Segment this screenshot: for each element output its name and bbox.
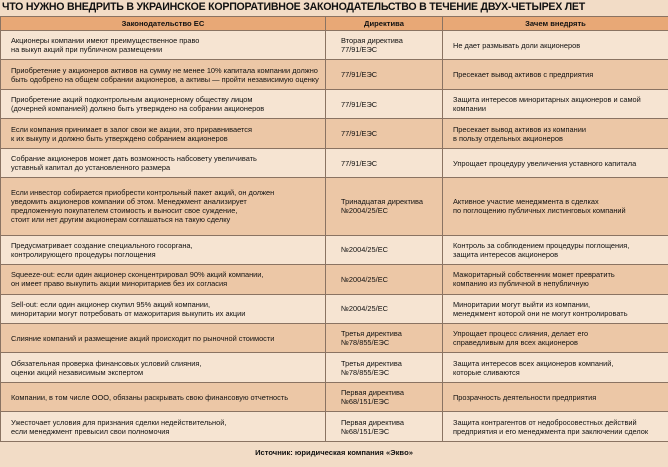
- cell-law-line: Приобретение у акционеров активов на сумму не менее 10% капитала компании должно: [11, 65, 318, 75]
- table-row: [1, 60, 668, 89]
- table-row: [1, 148, 668, 177]
- cell-law: [1, 382, 326, 411]
- cell-directive-line: Третья директива: [341, 358, 402, 368]
- cell-directive-line: 77/91/ЕЭС: [341, 45, 378, 55]
- table-row: [1, 294, 668, 323]
- cell-law-line: предложенную покупателем стоимость и выносит свое суждение,: [11, 206, 238, 216]
- cell-law-line: Собрание акционеров может дать возможность набсовету увеличивать: [11, 154, 257, 164]
- cell-reason: [443, 324, 668, 353]
- cell-reason-line: Защита интересов миноритарных акционеров и самой: [453, 95, 641, 105]
- cell-law: [1, 294, 326, 323]
- cell-directive-line: Первая директива: [341, 417, 404, 427]
- cell-directive: [326, 60, 443, 89]
- cell-law-line: Компании, в том числе ООО, обязаны раскрывать свою финансовую отчетность: [11, 392, 289, 402]
- cell-law: [1, 31, 326, 60]
- cell-law-line: на выкуп акций при публичном размещении: [11, 45, 163, 55]
- cell-reason-line: Упрощает процедуру увеличения уставного капитала: [453, 158, 637, 168]
- cell-law-line: миноритарии могут потребовать от мажоритария выкупить их акции: [11, 308, 246, 318]
- table-row: [1, 382, 668, 411]
- legislation-table: [0, 16, 668, 442]
- cell-reason: [443, 119, 668, 148]
- cell-directive-line: Третья директива: [341, 329, 402, 339]
- cell-directive-line: 77/91/ЕЭС: [341, 70, 378, 80]
- cell-directive: [326, 31, 443, 60]
- cell-law: [1, 412, 326, 442]
- cell-law: [1, 353, 326, 382]
- cell-law-line: контролирующего процедуры поглощения: [11, 249, 156, 259]
- cell-reason-line: защита интересов акционеров: [453, 249, 559, 259]
- cell-law: [1, 148, 326, 177]
- cell-law: [1, 119, 326, 148]
- cell-directive: [326, 235, 443, 264]
- table-row: [1, 324, 668, 353]
- cell-reason-line: Прозрачность деятельности предприятия: [453, 392, 597, 402]
- cell-directive-line: №78/855/ЕЭС: [341, 338, 390, 348]
- header-law: Законодательство ЕС: [1, 17, 326, 31]
- cell-directive-line: №78/855/ЕЭС: [341, 367, 390, 377]
- cell-reason-line: предприятия и его менеджмента при заключении сделок: [453, 426, 649, 436]
- table-row: [1, 353, 668, 382]
- table-header-row: [1, 17, 668, 31]
- cell-directive-line: №2004/25/ЕС: [341, 245, 388, 255]
- source-note: Источник: юридическая компания «Эквo»: [255, 448, 413, 457]
- cell-reason: [443, 265, 668, 294]
- cell-directive: [326, 178, 443, 235]
- cell-directive: [326, 353, 443, 382]
- cell-law-line: стоит или нет другим акционерам соглашаться на такую сделку: [11, 215, 231, 225]
- table-row: [1, 89, 668, 118]
- cell-directive-line: Тринадцатая директива: [341, 197, 423, 207]
- table-row: [1, 31, 668, 60]
- cell-directive-line: 77/91/ЕЭС: [341, 158, 378, 168]
- cell-law-line: быть одобрено на общем собрании акционеров, а активы — пройти независимую оценку: [11, 74, 319, 84]
- cell-law: [1, 89, 326, 118]
- cell-reason-line: Миноритарии могут выйти из компании,: [453, 299, 591, 309]
- cell-reason-line: Мажоритарный собственник может превратить: [453, 270, 615, 280]
- cell-law-line: Ужесточает условия для признания сделки недействительной,: [11, 417, 227, 427]
- table-row: [1, 178, 668, 235]
- cell-directive: [326, 148, 443, 177]
- cell-reason-line: справедливым для всех акционеров: [453, 338, 578, 348]
- cell-directive: [326, 294, 443, 323]
- table-body: [1, 31, 668, 442]
- cell-law-line: Squeeze-out: если один акционер сконцентрировал 90% акций компании,: [11, 270, 264, 280]
- cell-reason-line: Активное участие менеджмента в сделках: [453, 197, 599, 207]
- cell-reason: [443, 148, 668, 177]
- cell-reason: [443, 353, 668, 382]
- cell-law-line: (дочерней компанией) должно быть утверждено на собрании акционеров: [11, 104, 265, 114]
- table-row: [1, 412, 668, 442]
- cell-reason: [443, 178, 668, 235]
- cell-law: [1, 265, 326, 294]
- cell-law-line: Приобретение акций подконтрольным акционерному обществу лицом: [11, 95, 253, 105]
- cell-law-line: Слияние компаний и размещение акций происходит по рыночной стоимости: [11, 333, 275, 343]
- cell-reason-line: менеджмент которой они не могут контролировать: [453, 308, 628, 318]
- cell-law-line: если менеджмент превысил свои полномочия: [11, 426, 170, 436]
- cell-reason-line: компанию из публичной в непубличную: [453, 279, 589, 289]
- cell-directive-line: №68/151/ЕЭС: [341, 397, 390, 407]
- cell-law: [1, 178, 326, 235]
- cell-reason-line: в пользу отдельных акционеров: [453, 133, 563, 143]
- cell-directive-line: №2004/25/ЕС: [341, 304, 388, 314]
- cell-directive: [326, 89, 443, 118]
- cell-reason-line: Контроль за соблюдением процедуры поглощения,: [453, 240, 630, 250]
- cell-reason-line: компании: [453, 104, 486, 114]
- cell-law-line: уведомить акционеров компании об этом. Менеджмент анализирует: [11, 197, 247, 207]
- cell-law-line: оценки акций независимым экспертом: [11, 367, 144, 377]
- cell-law-line: Предусматривает создание специального госоргана,: [11, 240, 193, 250]
- cell-reason: [443, 412, 668, 442]
- cell-directive: [326, 382, 443, 411]
- cell-directive-line: №2004/25/ЕС: [341, 206, 388, 216]
- cell-law-line: уставный капитал до установленного размера: [11, 163, 171, 173]
- cell-law-line: он имеет право выкупить акции миноритариев без их согласия: [11, 279, 228, 289]
- cell-reason-line: Защита контрагентов от недобросовестных действий: [453, 417, 637, 427]
- cell-reason: [443, 60, 668, 89]
- page-title: ЧТО НУЖНО ВНЕДРИТЬ В УКРАИНСКОЕ КОРПОРАТИВНОЕ ЗАКОНОДАТЕЛЬСТВО В ТЕЧЕНИЕ ДВУХ-ЧЕТЫРЕХ ЛЕТ: [2, 1, 585, 13]
- cell-law-line: к их выкупу и должно быть утверждено собранием акционеров: [11, 133, 228, 143]
- cell-reason-line: по поглощению публичных листинговых компаний: [453, 206, 626, 216]
- cell-directive-line: №2004/25/ЕС: [341, 274, 388, 284]
- cell-directive: [326, 119, 443, 148]
- cell-reason: [443, 382, 668, 411]
- cell-reason-line: Упрощает процесс слияния, делает его: [453, 329, 589, 339]
- cell-directive-line: 77/91/ЕЭС: [341, 99, 378, 109]
- cell-law-line: Обязательная проверка финансовых условий слияния,: [11, 358, 202, 368]
- cell-reason: [443, 294, 668, 323]
- cell-law: [1, 60, 326, 89]
- cell-reason-line: Пресекает вывод активов с предприятия: [453, 70, 594, 80]
- cell-reason: [443, 235, 668, 264]
- table-row: [1, 235, 668, 264]
- cell-reason-line: которые сливаются: [453, 367, 520, 377]
- cell-law-line: Если компания принимает в залог свои же акции, это приравнивается: [11, 124, 252, 134]
- cell-law: [1, 324, 326, 353]
- cell-law-line: Акционеры компании имеют преимущественное право: [11, 36, 200, 46]
- cell-reason: [443, 89, 668, 118]
- cell-law: [1, 235, 326, 264]
- table-row: [1, 265, 668, 294]
- table-row: [1, 119, 668, 148]
- cell-law-line: Sell-out: если один акционер скупил 95% акций компании,: [11, 299, 211, 309]
- cell-law-line: Если инвестор собирается приобрести контрольный пакет акций, он должен: [11, 188, 275, 198]
- cell-directive-line: Первая директива: [341, 388, 404, 398]
- cell-directive-line: 77/91/ЕЭС: [341, 129, 378, 139]
- cell-directive-line: №68/151/ЕЭС: [341, 426, 390, 436]
- cell-directive-line: Вторая директива: [341, 36, 403, 46]
- cell-reason-line: Не дает размывать доли акционеров: [453, 40, 581, 50]
- cell-directive: [326, 324, 443, 353]
- header-reason: Зачем внедрять: [443, 17, 668, 31]
- cell-directive: [326, 412, 443, 442]
- header-directive: Директива: [326, 17, 443, 31]
- cell-reason-line: Защита интересов всех акционеров компаний,: [453, 358, 614, 368]
- cell-directive: [326, 265, 443, 294]
- cell-reason-line: Пресекает вывод активов из компании: [453, 124, 586, 134]
- cell-reason: [443, 31, 668, 60]
- legislation-table-container: [0, 16, 668, 442]
